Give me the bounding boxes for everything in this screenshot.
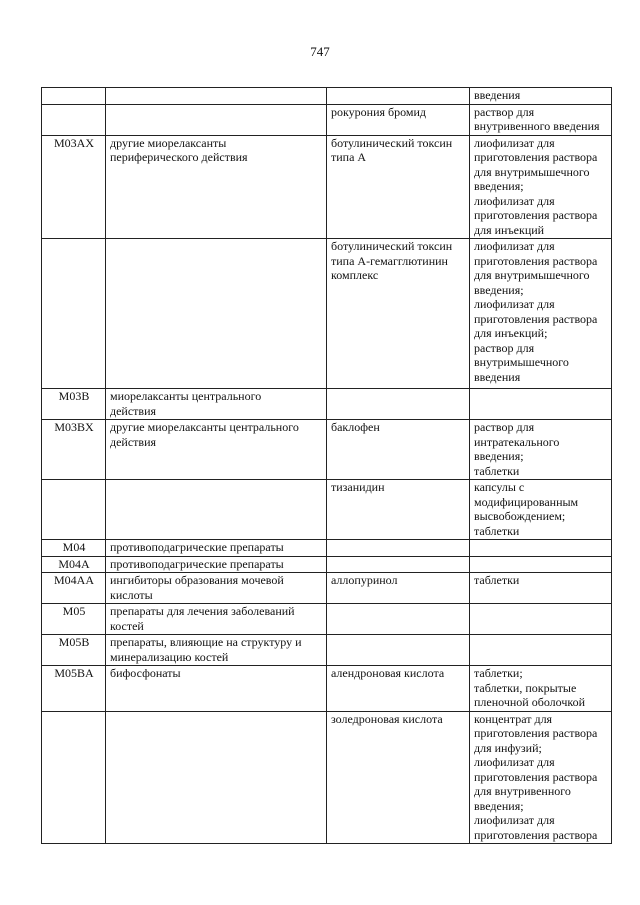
dosage-form-cell: [470, 540, 612, 557]
table-row: [42, 480, 612, 540]
dosage-form-cell: капсулы с модифицированным высвобождением; таблетки: [470, 480, 612, 540]
anatomical-therapeutic-group-cell: бифосфонаты: [106, 666, 327, 712]
drug-name-cell: тизанидин: [327, 480, 470, 540]
atc-code-cell: M04: [42, 540, 106, 557]
anatomical-therapeutic-group-cell: [106, 88, 327, 105]
atc-code-cell: M05: [42, 604, 106, 635]
drug-name-cell: [327, 604, 470, 635]
atc-code-cell: [42, 104, 106, 135]
table-row: [42, 666, 612, 712]
anatomical-therapeutic-group-cell: миорелаксанты центрального действия: [106, 389, 327, 420]
dosage-form-cell: таблетки; таблетки, покрытые пленочной оболочкой: [470, 666, 612, 712]
drug-name-cell: алендроновая кислота: [327, 666, 470, 712]
dosage-form-cell: раствор для интратекального введения; таблетки: [470, 420, 612, 480]
drug-name-cell: [327, 635, 470, 666]
anatomical-therapeutic-group-cell: другие миорелаксанты периферического действия: [106, 135, 327, 239]
table-row: [42, 711, 612, 844]
dosage-form-cell: раствор для внутривенного введения: [470, 104, 612, 135]
drug-name-cell: баклофен: [327, 420, 470, 480]
atc-code-cell: [42, 711, 106, 844]
atc-code-cell: M03BX: [42, 420, 106, 480]
atc-code-cell: M04A: [42, 556, 106, 573]
table-row: [42, 389, 612, 420]
drug-name-cell: аллопуринол: [327, 573, 470, 604]
dosage-form-cell: [470, 604, 612, 635]
anatomical-therapeutic-group-cell: [106, 104, 327, 135]
drug-name-cell: [327, 389, 470, 420]
drug-name-cell: [327, 540, 470, 557]
atc-code-cell: M03AX: [42, 135, 106, 239]
anatomical-therapeutic-group-cell: [106, 711, 327, 844]
atc-code-cell: M05BA: [42, 666, 106, 712]
table-row: [42, 635, 612, 666]
anatomical-therapeutic-group-cell: противоподагрические препараты: [106, 556, 327, 573]
dosage-form-cell: лиофилизат для приготовления раствора для внутримышечного введения; лиофилизат для приготовления раствора для инъекций; раствор для внутримышечного введения: [470, 239, 612, 389]
drug-name-cell: [327, 88, 470, 105]
drug-name-cell: ботулинический токсин типа А-гемагглютинин комплекс: [327, 239, 470, 389]
dosage-form-cell: [470, 556, 612, 573]
table-row: [42, 573, 612, 604]
drug-name-cell: [327, 556, 470, 573]
drug-name-cell: ботулинический токсин типа А: [327, 135, 470, 239]
dosage-form-cell: введения: [470, 88, 612, 105]
table-row: [42, 88, 612, 105]
dosage-form-cell: таблетки: [470, 573, 612, 604]
atc-code-cell: M05B: [42, 635, 106, 666]
table-row: [42, 135, 612, 239]
anatomical-therapeutic-group-cell: препараты для лечения заболеваний костей: [106, 604, 327, 635]
table-row: [42, 239, 612, 389]
drug-name-cell: рокурония бромид: [327, 104, 470, 135]
anatomical-therapeutic-group-cell: противоподагрические препараты: [106, 540, 327, 557]
table-row: [42, 604, 612, 635]
atc-code-cell: [42, 239, 106, 389]
drug-classification-table: [41, 87, 612, 844]
anatomical-therapeutic-group-cell: ингибиторы образования мочевой кислоты: [106, 573, 327, 604]
atc-code-cell: M03B: [42, 389, 106, 420]
drug-name-cell: золедроновая кислота: [327, 711, 470, 844]
dosage-form-cell: [470, 635, 612, 666]
atc-code-cell: M04AA: [42, 573, 106, 604]
table-row: [42, 420, 612, 480]
atc-code-cell: [42, 480, 106, 540]
anatomical-therapeutic-group-cell: препараты, влияющие на структуру и минерализацию костей: [106, 635, 327, 666]
dosage-form-cell: лиофилизат для приготовления раствора для внутримышечного введения; лиофилизат для приготовления раствора для инъекций: [470, 135, 612, 239]
table-row: [42, 104, 612, 135]
dosage-form-cell: [470, 389, 612, 420]
table-row: [42, 556, 612, 573]
table-row: [42, 540, 612, 557]
anatomical-therapeutic-group-cell: другие миорелаксанты центрального действия: [106, 420, 327, 480]
anatomical-therapeutic-group-cell: [106, 239, 327, 389]
dosage-form-cell: концентрат для приготовления раствора для инфузий; лиофилизат для приготовления раствора для внутривенного введения; лиофилизат для приготовления раствора: [470, 711, 612, 844]
atc-code-cell: [42, 88, 106, 105]
anatomical-therapeutic-group-cell: [106, 480, 327, 540]
page-number: 747: [310, 44, 330, 59]
